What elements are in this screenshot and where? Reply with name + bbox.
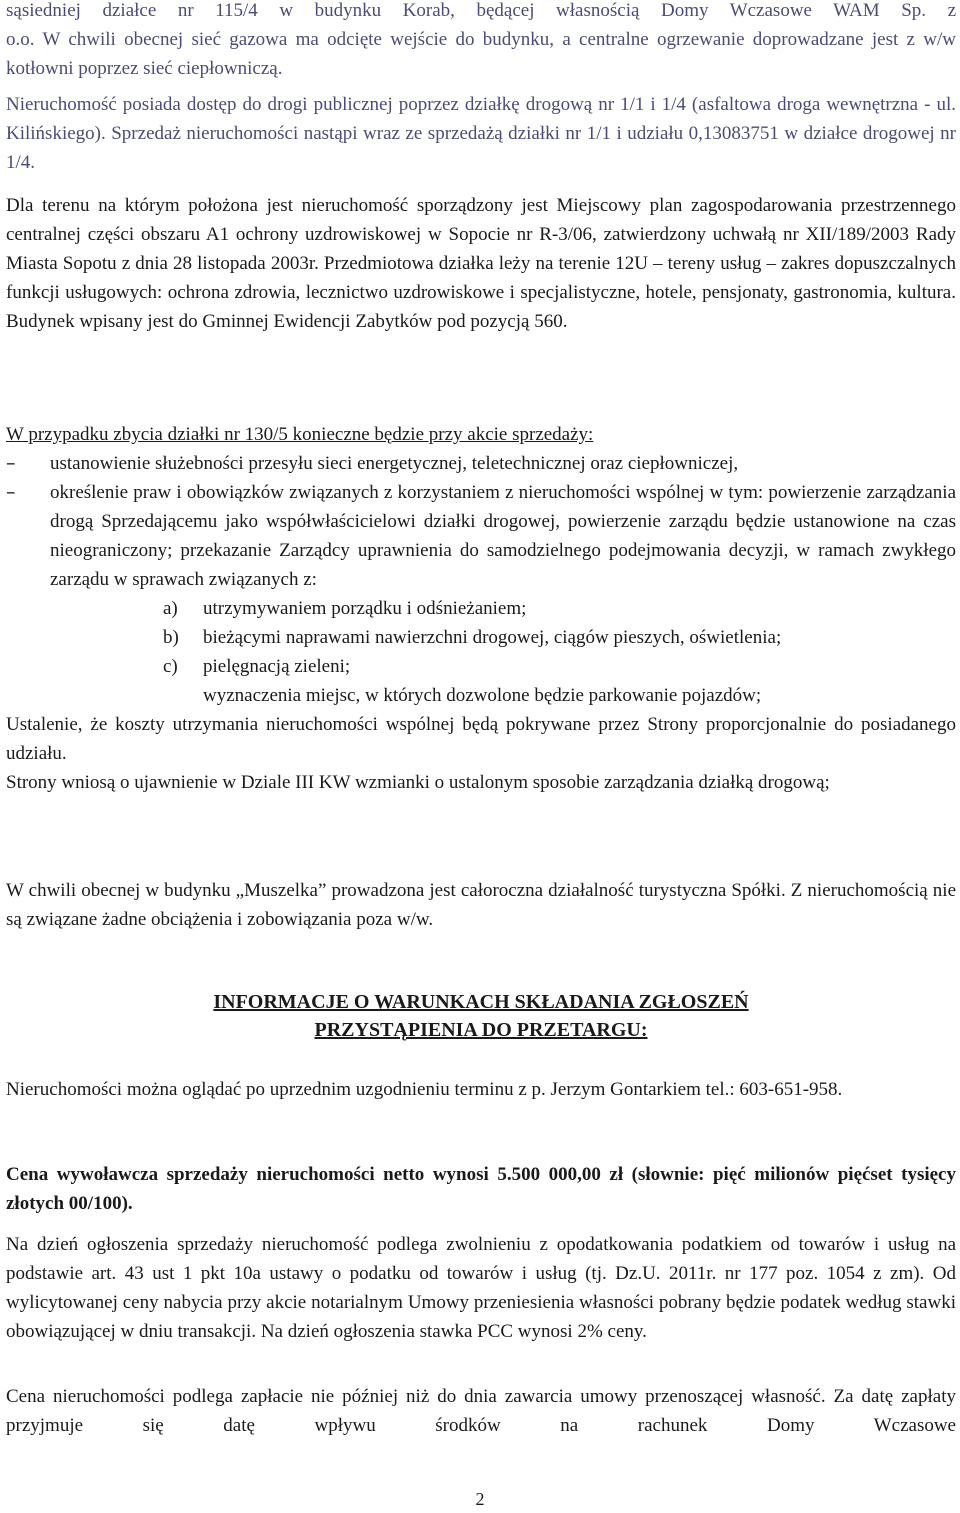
sale-conditions-heading: W przypadku zbycia działki nr 130/5 konieczne będzie przy akcie sprzedaży: bbox=[6, 424, 594, 445]
road-sale-text: Sprzedaż nieruchomości nastąpi wraz ze sprzedażą działki nr 1/1 i udziału 0,13083751 w działce drogowej nr 1/4. bbox=[6, 123, 956, 173]
paragraph-current-activity: W chwili obecnej w budynku „Muszelka” prowadzona jest całoroczna działalność turystyczna Spółki. Z nieruchomością nie są związane żadne obciążenia i zobowiązania poza w/w. bbox=[6, 880, 956, 930]
paragraph-road-access bbox=[6, 90, 956, 177]
lettered-list bbox=[6, 594, 956, 710]
tender-info-heading bbox=[6, 988, 956, 1044]
paragraph-utilities bbox=[6, 0, 956, 83]
paragraph-land-register: Strony wniosą o ujawnienie w Dziale III KW wzmianki o ustalonym sposobie zarządzania działką drogową; bbox=[6, 772, 830, 793]
list-item-text: pielęgnacją zieleni; bbox=[203, 656, 351, 677]
dash-list bbox=[6, 449, 956, 594]
list-item-text: bieżącymi naprawami nawierzchni drogowej, ciągów pieszych, oświetlenia; bbox=[203, 627, 782, 648]
list-item bbox=[6, 594, 956, 623]
list-item-text: ustanowienie służebności przesyłu sieci energetycznej, teletechnicznej oraz ciepłowniczej, bbox=[50, 453, 739, 474]
list-item bbox=[6, 478, 956, 594]
paragraph-utilities-rest: o.o. W chwili obecnej sieć gazowa ma odcięte wejście do budynku, a centralne ogrzewanie doprowadzane jest z w/w kotłowni poprzez sieć ciepłowniczą. bbox=[6, 29, 956, 79]
paragraph-vat: Na dzień ogłoszenia sprzedaży nieruchomość podlega zwolnieniu z opodatkowania podatkiem od towarów i usług na podstawie art. 43 ust 1 pkt 10a ustawy o podatku od towarów i usług (tj. Dz.U. 2011r. nr 177 poz. 1054 z zm). Od wylicytowanej ceny nabycia przy akcie notarialnym Umowy przeniesienia własności pobrany będzie podatek według stawki obowiązującej w dniu transakcji. Na dzień ogłoszenia stawka PCC wynosi 2% ceny. bbox=[6, 1234, 956, 1342]
list-item-text: utrzymywaniem porządku i odśnieżaniem; bbox=[203, 598, 527, 619]
paragraph-utilities-line1: sąsiedniej działce nr 115/4 w budynku Korab, będącej własnością Domy Wczasowe WAM Sp. z bbox=[6, 0, 956, 21]
dash-bullet: – bbox=[6, 452, 16, 474]
dash-bullet: – bbox=[6, 481, 16, 503]
list-marker: a) bbox=[163, 598, 178, 619]
list-item bbox=[6, 449, 956, 478]
page-number: 2 bbox=[475, 1489, 485, 1509]
paragraph-shared-costs: Ustalenie, że koszty utrzymania nieruchomości wspólnej będą pokrywane przez Strony proporcjonalnie do posiadanego udziału. bbox=[6, 714, 956, 764]
list-item bbox=[6, 652, 956, 681]
list-marker: b) bbox=[163, 627, 179, 648]
paragraph-payment: Cena nieruchomości podlega zapłacie nie później niż do dnia zawarcia umowy przenoszącej własność. Za datę zapłaty przyjmuje się datę wpływu środków na rachunek Domy Wczasowe bbox=[6, 1386, 956, 1436]
paragraph-viewing: Nieruchomości można oglądać po uprzednim uzgodnieniu terminu z p. Jerzym Gontarkiem tel.: 603-651-958. bbox=[6, 1079, 843, 1100]
list-item-text: wyznaczenia miejsc, w których dozwolone będzie parkowanie pojazdów; bbox=[203, 685, 762, 706]
list-marker: c) bbox=[163, 656, 178, 677]
list-item bbox=[6, 623, 956, 652]
paragraph-starting-price: Cena wywoławcza sprzedaży nieruchomości netto wynosi 5.500 000,00 zł (słownie: pięć milionów pięćset tysięcy złotych 00/100). bbox=[6, 1164, 956, 1214]
list-item bbox=[6, 681, 956, 710]
sale-conditions-section bbox=[6, 420, 956, 797]
list-item-text: określenie praw i obowiązków związanych z korzystaniem z nieruchomości wspólnej w tym: powierzenie zarządzania drogą Sprzedającemu jako współwłaścicielowi działki drogowej, powierzenie zarządu będzie ustanowione na czas nieograniczony; przekazanie Zarządcy uprawnienia do samodzielnego podejmowania decyzji, w ramach zwykłego zarządu w sprawach związanych z: bbox=[50, 482, 956, 590]
tender-info-heading-line2: PRZYSTĄPIENIA DO PRZETARGU: bbox=[314, 1019, 648, 1041]
road-access-text: Nieruchomość posiada dostęp do drogi publicznej poprzez działkę drogową nr 1/1 i 1/4 (asfaltowa droga wewnętrzna - ul. Kilińskiego). bbox=[6, 94, 956, 144]
tender-info-heading-line1: INFORMACJE O WARUNKACH SKŁADANIA ZGŁOSZEŃ bbox=[213, 991, 749, 1013]
paragraph-zoning-plan: Dla terenu na którym położona jest nieruchomość sporządzony jest Miejscowy plan zagospodarowania przestrzennego centralnej części obszaru A1 ochrony uzdrowiskowej w Sopocie nr R-3/06, zatwierdzony uchwałą nr XII/189/2003 Rady Miasta Sopotu z dnia 28 listopada 2003r. Przedmiotowa działka leży na terenie 12U – tereny usług – zakres dopuszczalnych funkcji usługowych: ochrona zdrowia, lecznictwo uzdrowiskowe i specjalistyczne, hotele, pensjonaty, gastronomia, kultura. Budynek wpisany jest do Gminnej Ewidencji Zabytków pod pozycją 560. bbox=[6, 195, 956, 332]
